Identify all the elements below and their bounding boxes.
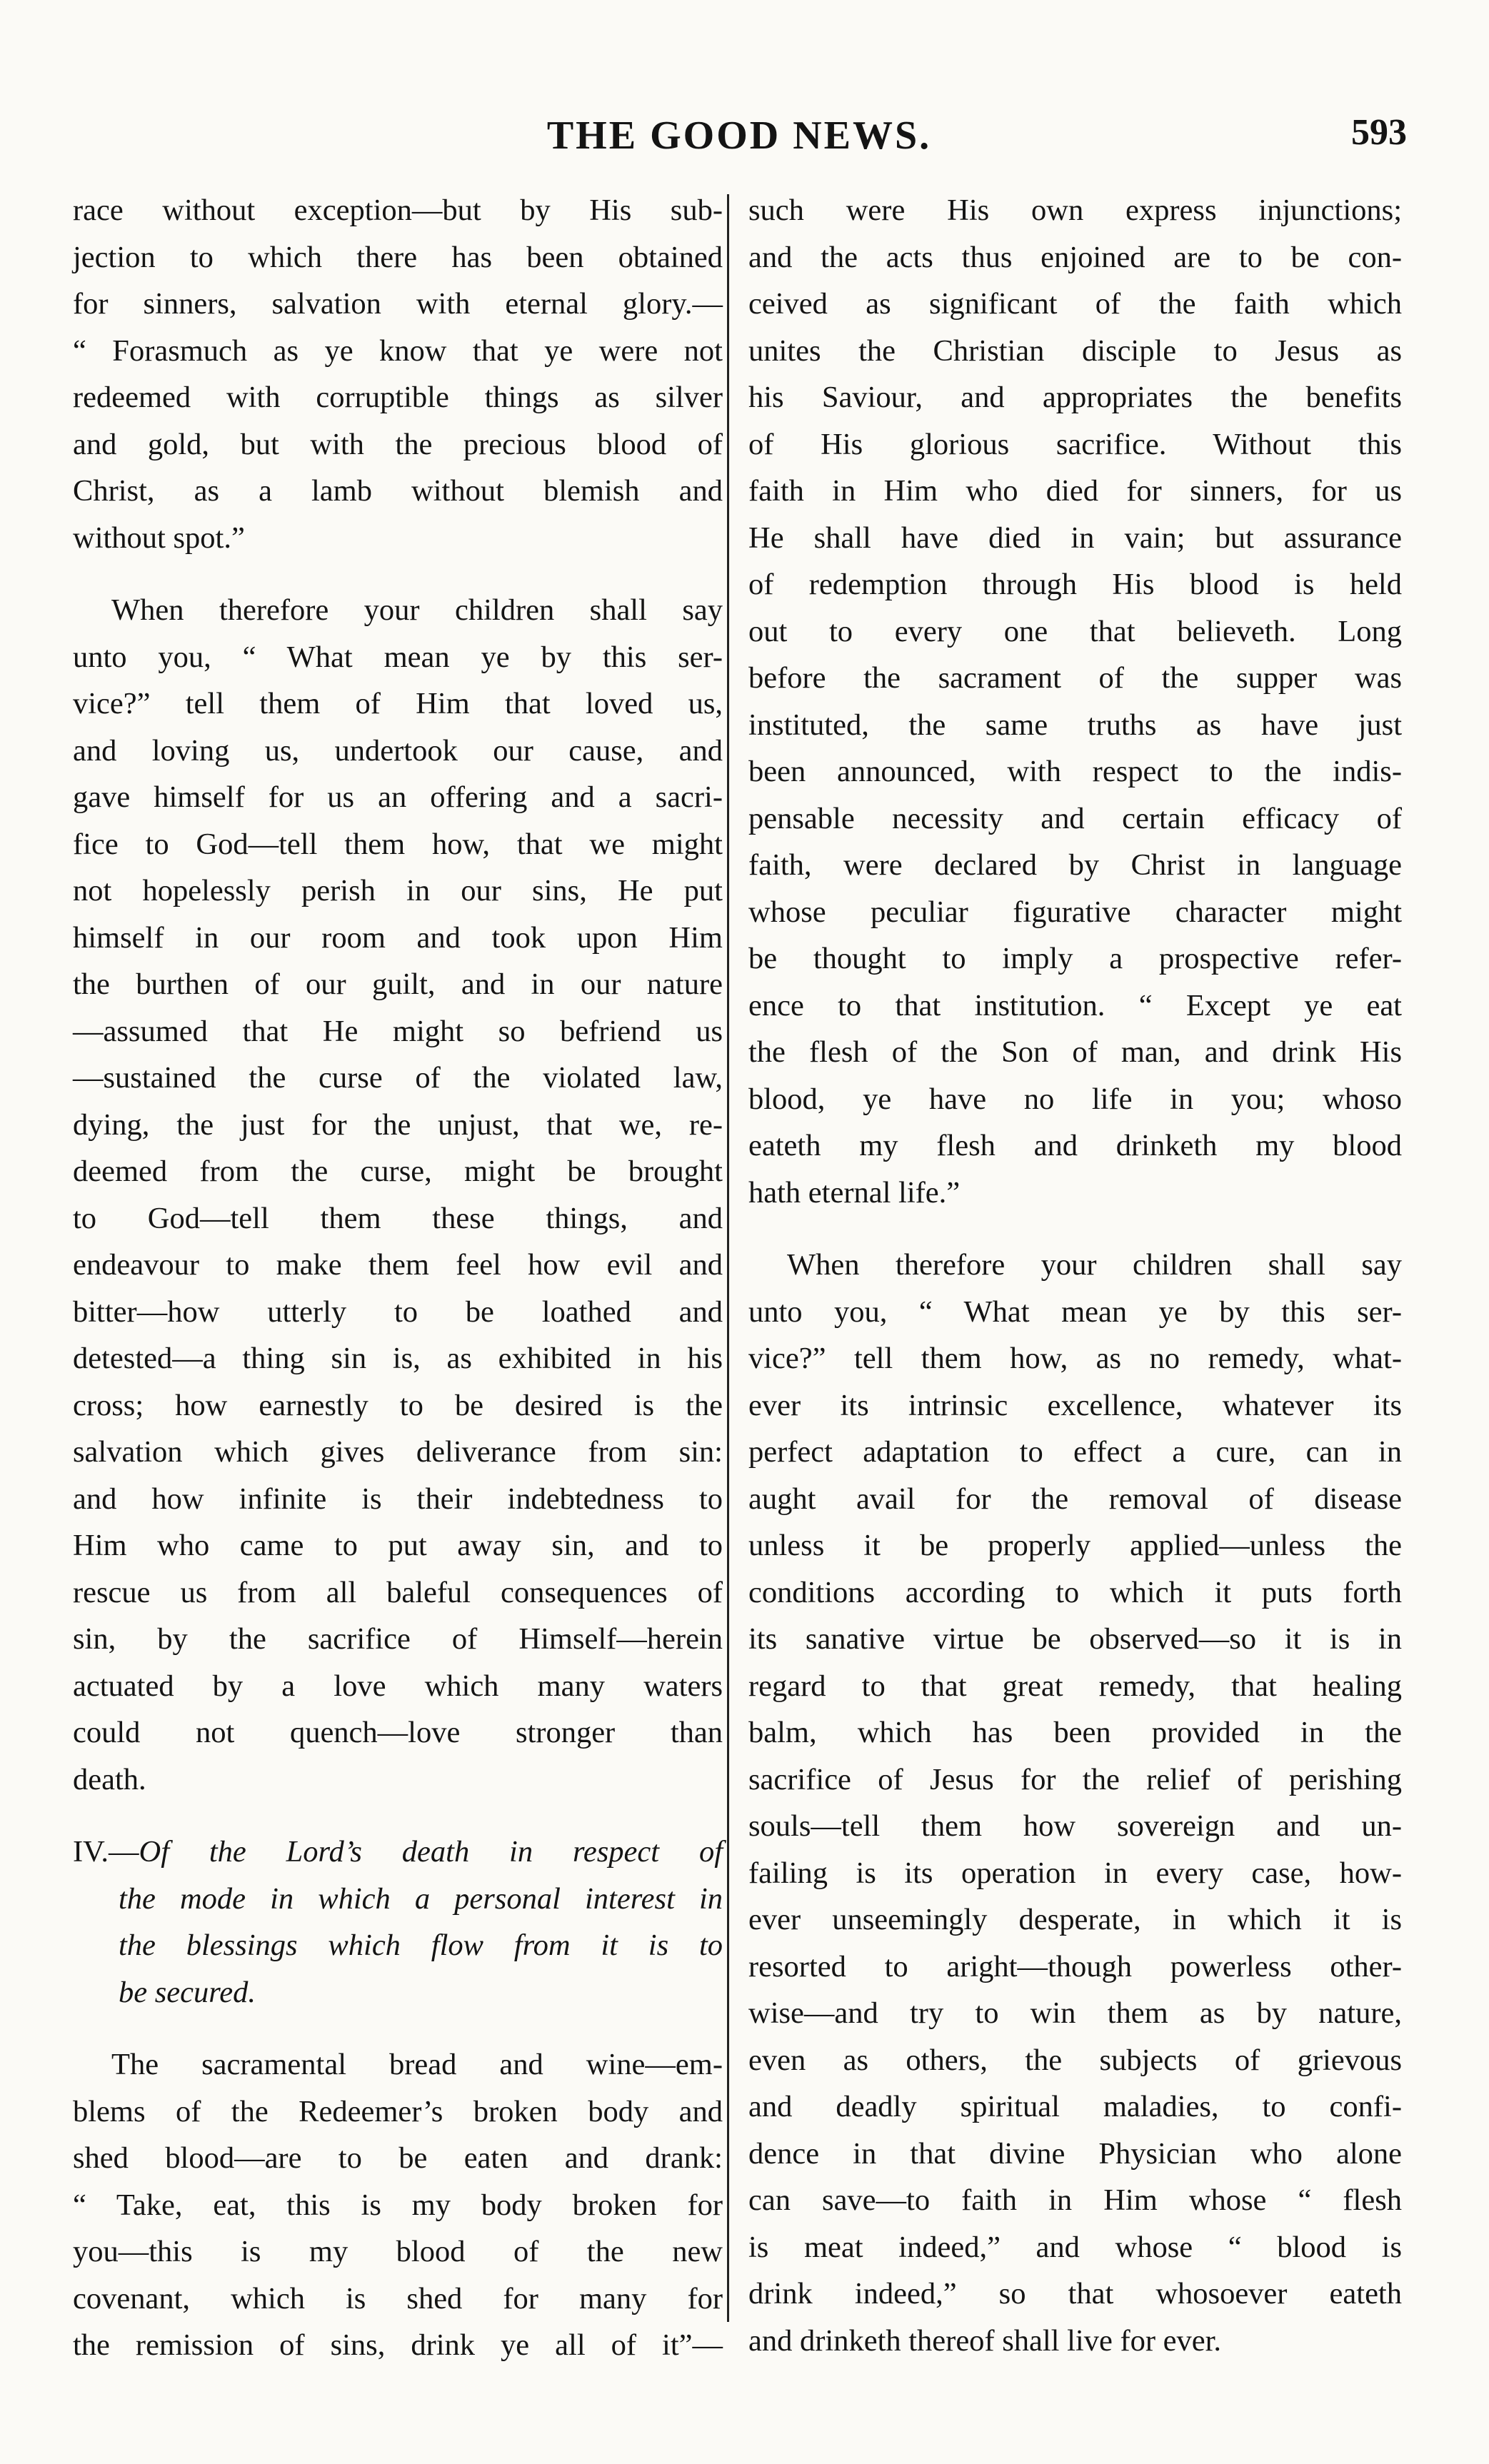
text-line: sin, by the sacrifice of Himself—herein — [73, 1622, 723, 1656]
paragraph-gap — [73, 1803, 723, 1829]
section-number: IV.— — [73, 1835, 139, 1869]
text-line: before the sacrament of the supper was — [748, 661, 1402, 695]
text-line: ever its intrinsic excellence, whatever its — [748, 1388, 1402, 1422]
text-line: blood, ye have no life in you; whoso — [748, 1082, 1402, 1116]
right-column — [748, 187, 1402, 2364]
text-line: —sustained the curse of the violated law, — [73, 1061, 723, 1095]
text-line: dence in that divine Physician who alone — [748, 2136, 1402, 2171]
text-line: conditions according to which it puts forth — [748, 1575, 1402, 1609]
text-line: fice to God—tell them how, that we might — [73, 827, 723, 861]
text-line: to God—tell them these things, and — [73, 1201, 723, 1235]
text-line: can save—to faith in Him whose “ flesh — [748, 2183, 1402, 2217]
text-line: balm, which has been provided in the — [748, 1716, 1402, 1749]
text-line: unites the Christian disciple to Jesus as — [748, 333, 1402, 368]
text-line: cross; how earnestly to be desired is the — [73, 1388, 723, 1422]
text-line: whose peculiar figurative character might — [748, 895, 1402, 929]
text-line: its sanative virtue be observed—so it is in — [748, 1622, 1402, 1656]
text-line: “ Forasmuch as ye know that ye were not — [73, 333, 723, 368]
running-title: THE GOOD NEWS. — [546, 114, 932, 158]
paragraph — [73, 587, 723, 1803]
text-line: blems of the Redeemer’s broken body and — [73, 2094, 723, 2128]
text-line: is meat indeed,” and whose “ blood is — [748, 2230, 1402, 2264]
paragraph-gap — [73, 561, 723, 587]
text-line: without spot.” — [73, 521, 245, 555]
text-line: regard to that great remedy, that healing — [748, 1669, 1402, 1703]
text-line: —assumed that He might so befriend us — [73, 1014, 723, 1048]
text-line: endeavour to make them feel how evil and — [73, 1248, 723, 1282]
text-line: death. — [73, 1762, 146, 1796]
text-line: When therefore your children shall say — [787, 1248, 1402, 1282]
text-line: and loving us, undertook our cause, and — [73, 733, 723, 768]
left-column — [73, 187, 723, 2369]
text-line: ever unseemingly desperate, in which it is — [748, 1903, 1402, 1936]
text-line: pensable necessity and certain efficacy of — [748, 801, 1402, 835]
text-line: resorted to aright—though powerless other- — [748, 1949, 1402, 1983]
text-line: He shall have died in vain; but assurance — [748, 521, 1402, 555]
text-line: such were His own express injunctions; — [748, 193, 1402, 227]
text-line: of redemption through His blood is held — [748, 568, 1402, 601]
text-line: eateth my flesh and drinketh my blood — [748, 1129, 1402, 1162]
text-line: perfect adaptation to effect a cure, can in — [748, 1435, 1402, 1469]
text-line: failing is its operation in every case, how- — [748, 1856, 1402, 1890]
text-line: the remission of sins, drink ye all of it”— — [73, 2328, 723, 2362]
text-line: covenant, which is shed for many for — [73, 2281, 723, 2315]
paragraph-continuation — [748, 187, 1402, 1216]
section-heading-line: be secured. — [119, 1975, 256, 2009]
text-line: vice?” tell them of Him that loved us, — [73, 687, 723, 720]
text-line: rescue us from all baleful consequences of — [73, 1575, 723, 1609]
paragraph — [73, 2041, 723, 2369]
text-line: redeemed with corruptible things as silver — [73, 381, 723, 414]
text-line: unless it be properly applied—unless the — [748, 1529, 1402, 1562]
paragraph-gap — [748, 1216, 1402, 1242]
section-heading-line: the blessings which flow from it is to — [119, 1929, 723, 1962]
section-heading-line: the mode in which a personal interest in — [119, 1881, 723, 1916]
text-line: sacrifice of Jesus for the relief of perishing — [748, 1762, 1402, 1796]
text-line: ence to that institution. “ Except ye eat — [748, 988, 1402, 1022]
text-line: himself in our room and took upon Him — [73, 920, 723, 955]
text-line: “ Take, eat, this is my body broken for — [73, 2188, 723, 2222]
text-line: aught avail for the removal of disease — [748, 1482, 1402, 1516]
text-line: race without exception—but by His sub- — [73, 193, 723, 227]
text-line: Him who came to put away sin, and to — [73, 1529, 723, 1562]
text-line: drink indeed,” so that whosoever eateth — [748, 2277, 1402, 2310]
text-line: The sacramental bread and wine—em- — [111, 2048, 723, 2081]
text-line: unto you, “ What mean ye by this ser- — [748, 1294, 1402, 1329]
text-line: gave himself for us an offering and a sacri- — [73, 780, 723, 814]
text-line: deemed from the curse, might be brought — [73, 1155, 723, 1188]
text-line: even as others, the subjects of grievous — [748, 2043, 1402, 2077]
text-line: and gold, but with the precious blood of — [73, 427, 723, 461]
text-line: vice?” tell them how, as no remedy, what- — [748, 1342, 1402, 1375]
text-line: instituted, the same truths as have just — [748, 708, 1402, 742]
paragraph-continuation — [73, 187, 723, 561]
text-line: jection to which there has been obtained — [73, 240, 723, 274]
column-divider — [727, 194, 729, 2322]
text-line: unto you, “ What mean ye by this ser- — [73, 640, 723, 674]
text-line: the burthen of our guilt, and in our nature — [73, 967, 723, 1001]
text-line: and drinketh thereof shall live for ever. — [748, 2323, 1222, 2358]
text-line: his Saviour, and appropriates the benefits — [748, 381, 1402, 414]
text-line: faith, were declared by Christ in language — [748, 848, 1402, 882]
text-line: could not quench—love stronger than — [73, 1716, 723, 1749]
text-line: been announced, with respect to the indis- — [748, 755, 1402, 788]
text-line: bitter—how utterly to be loathed and — [73, 1294, 723, 1329]
text-line: salvation which gives deliverance from sin: — [73, 1435, 723, 1469]
text-line: be thought to imply a prospective refer- — [748, 942, 1402, 975]
text-line: and deadly spiritual maladies, to confi- — [748, 2090, 1402, 2123]
paragraph — [748, 1242, 1402, 2364]
text-line: shed blood—are to be eaten and drank: — [73, 2141, 723, 2175]
section-heading — [73, 1829, 723, 2016]
text-line: actuated by a love which many waters — [73, 1669, 723, 1703]
text-line: Christ, as a lamb without blemish and — [73, 474, 723, 508]
text-line: for sinners, salvation with eternal glory.— — [73, 287, 723, 321]
text-line: detested—a thing sin is, as exhibited in his — [73, 1342, 723, 1375]
text-line: When therefore your children shall say — [111, 593, 723, 627]
text-line: souls—tell them how sovereign and un- — [748, 1809, 1402, 1843]
section-heading-line: Of the Lord’s death in respect of — [139, 1835, 723, 1869]
text-line: of His glorious sacrifice. Without this — [748, 427, 1402, 461]
paragraph-gap — [73, 2016, 723, 2041]
text-line: not hopelessly perish in our sins, He put — [73, 874, 723, 907]
text-line: out to every one that believeth. Long — [748, 614, 1402, 648]
text-line: you—this is my blood of the new — [73, 2235, 723, 2268]
text-line: wise—and try to win them as by nature, — [748, 1996, 1402, 2030]
text-line: dying, the just for the unjust, that we, re- — [73, 1107, 723, 1142]
text-line: ceived as significant of the faith which — [748, 287, 1402, 321]
text-line: and how infinite is their indebtedness to — [73, 1482, 723, 1516]
text-line: and the acts thus enjoined are to be con- — [748, 240, 1402, 274]
text-line: the flesh of the Son of man, and drink His — [748, 1035, 1402, 1069]
page-number: 593 — [1351, 112, 1407, 153]
page-header — [71, 107, 1407, 171]
text-line: faith in Him who died for sinners, for us — [748, 474, 1402, 508]
text-line: hath eternal life.” — [748, 1175, 961, 1210]
